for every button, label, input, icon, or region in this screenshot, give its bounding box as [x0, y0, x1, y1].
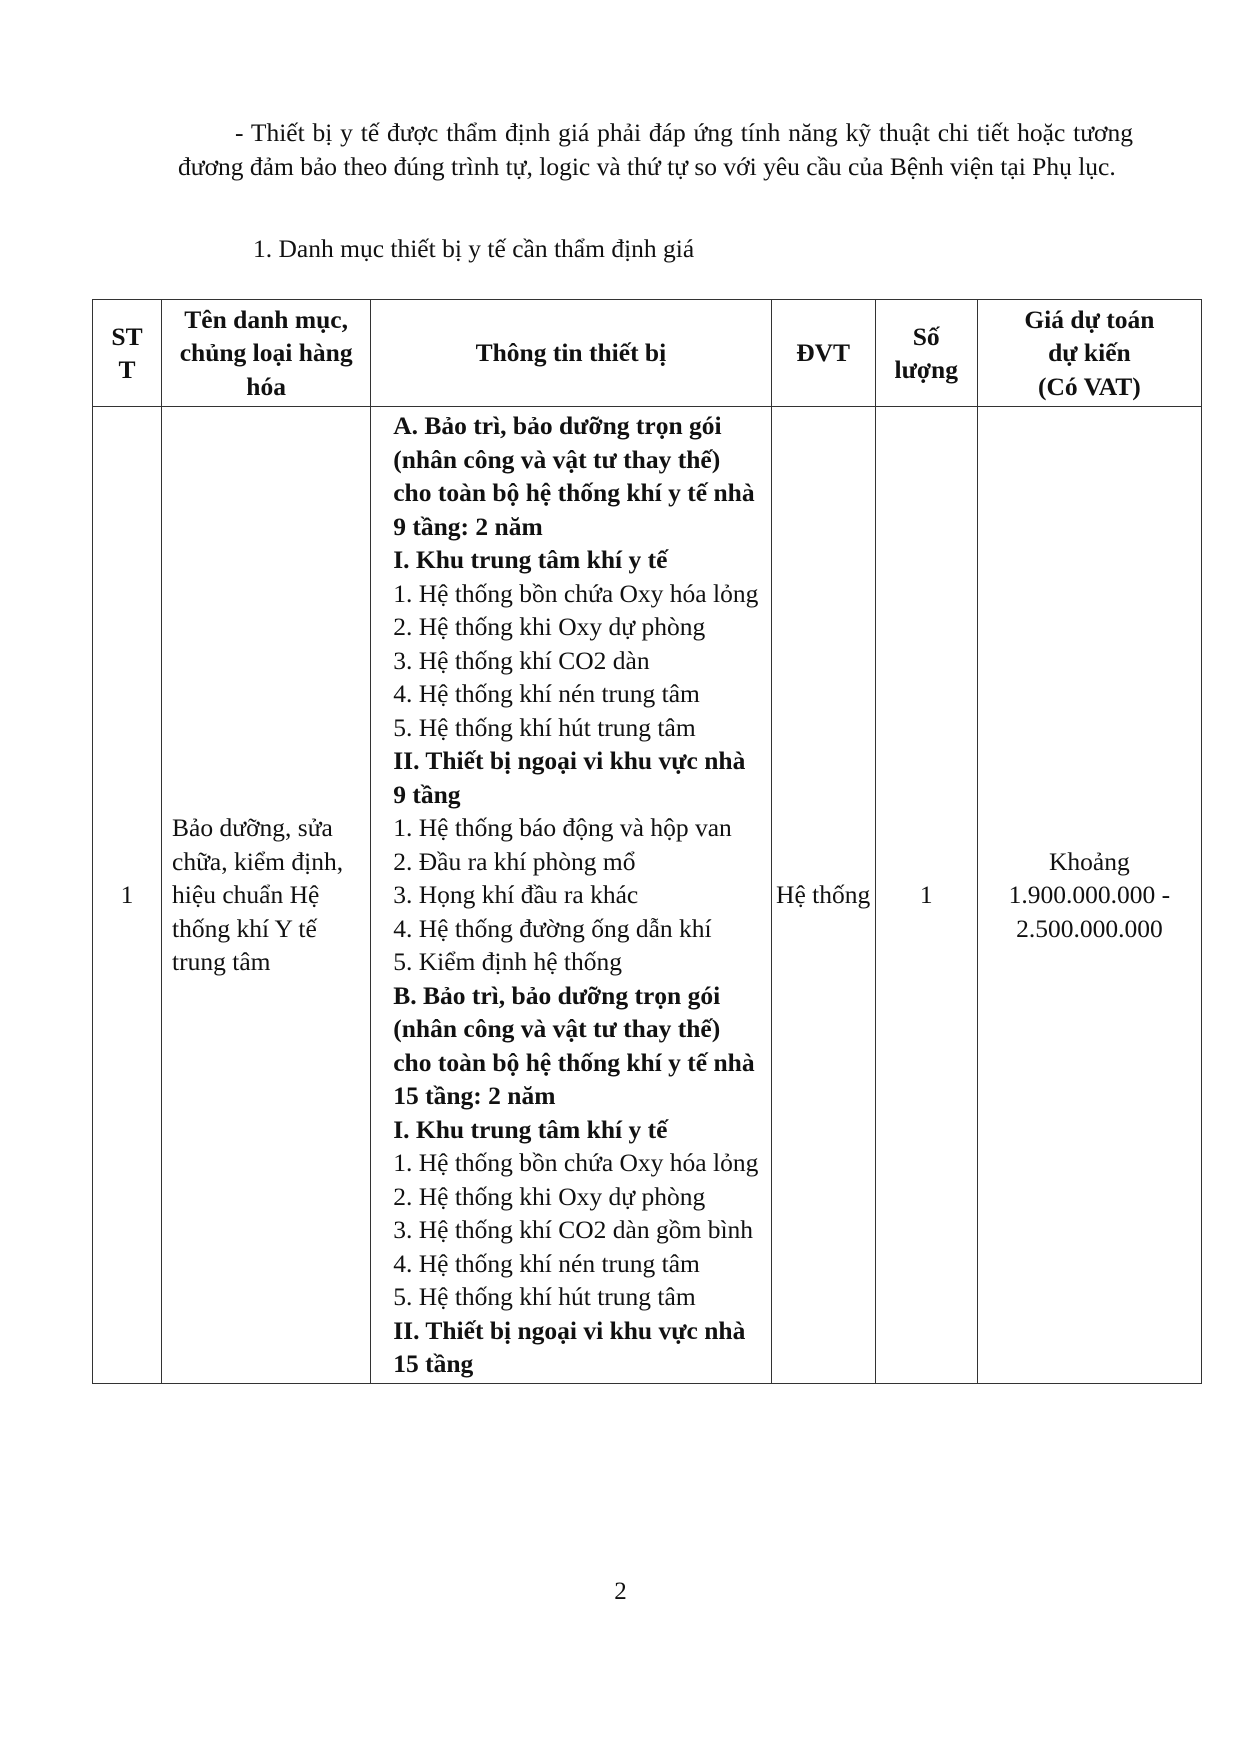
header-unit: ĐVT	[771, 300, 875, 407]
info-item: 3. Hệ thống khí CO2 dàn	[393, 645, 650, 675]
cell-qty: 1	[875, 407, 977, 1384]
page-number: 2	[614, 1578, 627, 1605]
info-heading: A. Bảo trì, bảo dưỡng trọn gói (nhân công và vật tư thay thế) cho toàn bộ hệ thống khí y tế nhà 9 tầng: 2 năm	[393, 411, 755, 541]
header-price: Giá dự toán dự kiến (Có VAT)	[977, 300, 1201, 407]
cell-stt: 1	[93, 407, 162, 1384]
equipment-table	[92, 299, 1202, 1384]
info-item: 1. Hệ thống báo động và hộp van	[393, 813, 732, 842]
header-stt: ST T	[93, 300, 162, 407]
info-item: 3. Họng khí đầu ra khác	[393, 880, 639, 909]
info-item: 3. Hệ thống khí CO2 dàn gồm bình	[393, 1215, 754, 1244]
info-heading: II. Thiết bị ngoại vi khu vực nhà 9 tầng	[393, 746, 746, 809]
info-item: 5. Kiểm định hệ thống	[393, 947, 622, 976]
info-heading: II. Thiết bị ngoại vi khu vực nhà 15 tầng	[393, 1315, 746, 1378]
info-item: 2. Hệ thống khi Oxy dự phòng	[393, 612, 706, 641]
section-heading: 1. Danh mục thiết bị y tế cần thẩm định giá	[253, 234, 695, 263]
intro-text: - Thiết bị y tế được thẩm định giá phải đáp ứng tính năng kỹ thuật chi tiết hoặc tương đương đảm bảo theo đúng trình tự, logic và thứ tự so với yêu cầu của Bệnh viện tại Phụ lục.	[178, 118, 1133, 181]
info-item: 1. Hệ thống bồn chứa Oxy hóa lỏng	[393, 578, 759, 608]
info-heading: I. Khu trung tâm khí y tế	[393, 1114, 668, 1144]
cell-unit: Hệ thống	[771, 407, 875, 1384]
header-info: Thông tin thiết bị	[371, 300, 771, 407]
header-name: Tên danh mục, chủng loại hàng hóa	[162, 300, 371, 407]
cell-info	[371, 407, 771, 1384]
info-item: 4. Hệ thống khí nén trung tâm	[393, 679, 700, 708]
info-heading: I. Khu trung tâm khí y tế	[393, 545, 668, 574]
info-item: 2. Hệ thống khi Oxy dự phòng	[393, 1181, 706, 1211]
info-item: 2. Đầu ra khí phòng mổ	[393, 846, 636, 876]
header-qty: Số lượng	[875, 300, 977, 407]
info-item: 1. Hệ thống bồn chứa Oxy hóa lỏng	[393, 1148, 759, 1177]
info-item: 5. Hệ thống khí hút trung tâm	[393, 1282, 696, 1311]
info-item: 4. Hệ thống đường ống dẫn khí	[393, 913, 712, 943]
info-heading: B. Bảo trì, bảo dưỡng trọn gói (nhân công và vật tư thay thế) cho toàn bộ hệ thống khí y tế nhà 15 tầng: 2 năm	[393, 980, 755, 1110]
info-item: 5. Hệ thống khí hút trung tâm	[393, 712, 696, 742]
info-item: 4. Hệ thống khí nén trung tâm	[393, 1248, 700, 1278]
cell-price: Khoảng 1.900.000.000 - 2.500.000.000	[977, 407, 1201, 1384]
info-lines	[393, 409, 760, 1381]
intro-paragraph	[178, 116, 1133, 184]
table-row	[93, 407, 1202, 1384]
cell-name: Bảo dưỡng, sửa chữa, kiểm định, hiệu chuẩn Hệ thống khí Y tế trung tâm	[162, 407, 371, 1384]
table-header-row	[93, 300, 1202, 407]
